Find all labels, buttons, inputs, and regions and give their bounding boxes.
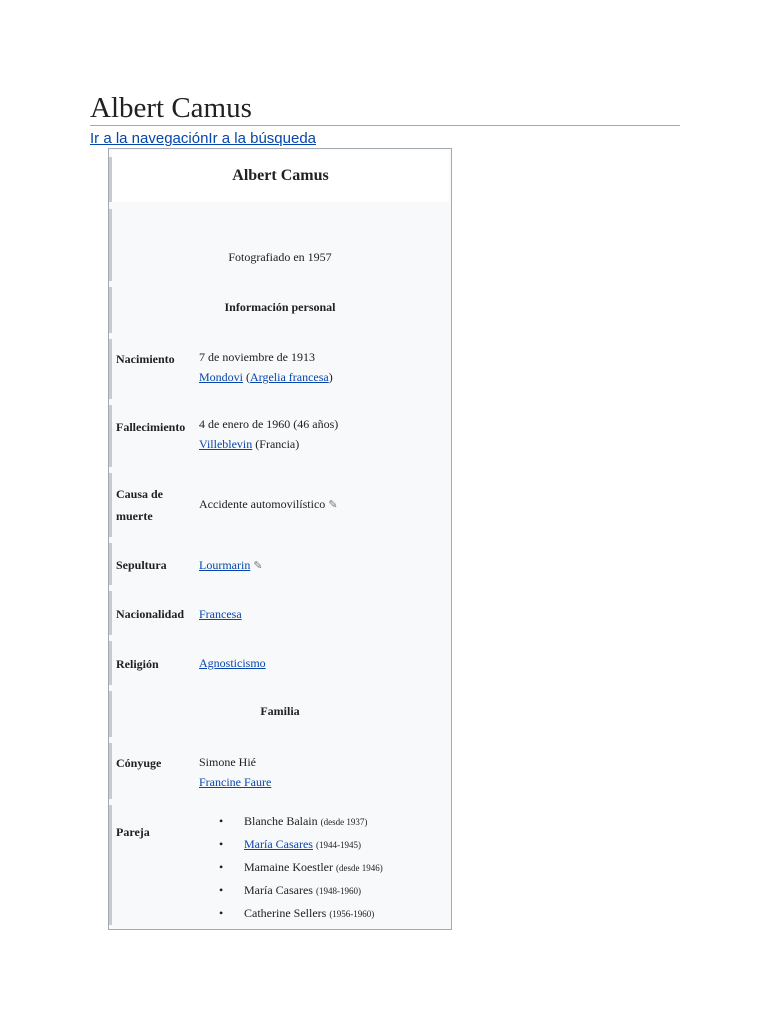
death-date: 4 de enero de 1960 (46 años) <box>199 417 339 431</box>
partner-entry <box>244 903 374 924</box>
bullet-icon: • <box>219 906 224 920</box>
partner-years: (1956-1960) <box>329 909 375 919</box>
spouse-label: Cónyuge <box>116 756 162 770</box>
cell-divider <box>109 405 112 467</box>
burial-link[interactable]: Lourmarin <box>199 558 251 572</box>
cause-label-line2: muerte <box>116 509 153 523</box>
cell-divider <box>109 339 112 399</box>
page-title: Albert Camus <box>90 92 252 124</box>
list-item <box>199 903 449 926</box>
list-item <box>199 880 449 903</box>
death-country: (Francia) <box>252 437 300 451</box>
religion-label: Religión <box>116 657 159 671</box>
partner-entry <box>244 880 361 901</box>
cause-label <box>116 483 198 527</box>
jump-links <box>90 130 316 148</box>
religion-value <box>199 653 266 673</box>
infobox-title: Albert Camus <box>232 167 329 184</box>
partner-name-link[interactable]: María Casares <box>244 837 313 851</box>
bullet-icon: • <box>219 837 224 851</box>
partner-years: (desde 1937) <box>320 817 368 827</box>
partner-years: (desde 1946) <box>335 863 383 873</box>
partner-years: (1944-1945) <box>315 840 361 850</box>
partner-list <box>199 811 449 926</box>
pencil-icon[interactable]: ✎ <box>328 499 338 511</box>
birth-paren-open: ( <box>243 370 251 384</box>
birth-date: 7 de noviembre de 1913 <box>199 350 315 364</box>
cell-divider <box>109 805 112 925</box>
partner-entry <box>244 834 361 855</box>
death-label: Fallecimiento <box>116 420 186 434</box>
birth-place-link[interactable]: Mondovi <box>199 370 244 384</box>
nationality-value <box>199 604 242 624</box>
jump-to-navigation-link[interactable]: Ir a la navegación <box>90 130 209 147</box>
cell-divider <box>109 543 112 585</box>
infobox <box>108 148 452 930</box>
burial-value <box>199 555 263 576</box>
bullet-icon: • <box>219 860 224 874</box>
partner-name: Mamaine Koestler <box>244 860 333 874</box>
bullet-icon: • <box>219 814 224 828</box>
partner-name: Blanche Balain <box>244 814 318 828</box>
pencil-icon[interactable]: ✎ <box>253 560 263 572</box>
image-caption: Fotografiado en 1957 <box>228 250 332 264</box>
death-place-link[interactable]: Villeblevin <box>199 437 253 451</box>
cause-label-line1: Causa de <box>116 487 164 501</box>
bullet-icon: • <box>219 883 224 897</box>
birth-paren-close: ) <box>328 370 333 384</box>
partner-name: María Casares <box>244 883 313 897</box>
cause-text: Accidente automovilístico <box>199 497 326 511</box>
death-value <box>199 414 338 454</box>
cell-divider <box>109 209 112 281</box>
burial-label: Sepultura <box>116 558 167 572</box>
cell-divider <box>109 743 112 799</box>
list-item <box>199 834 449 857</box>
section-header-family: Familia <box>260 704 300 718</box>
birth-region-link[interactable]: Argelia francesa <box>250 370 329 384</box>
cell-divider <box>109 473 112 537</box>
list-item <box>199 811 449 834</box>
spouse-value <box>199 752 271 792</box>
list-item <box>199 857 449 880</box>
nationality-link[interactable]: Francesa <box>199 607 242 621</box>
infobox-header <box>112 150 449 202</box>
cause-value <box>199 494 338 515</box>
partner-years: (1948-1960) <box>315 886 361 896</box>
birth-label: Nacimiento <box>116 352 175 366</box>
jump-to-search-link[interactable]: Ir a la búsqueda <box>208 130 316 147</box>
cell-divider <box>109 591 112 635</box>
cell-divider <box>109 641 112 685</box>
religion-link[interactable]: Agnosticismo <box>199 656 266 670</box>
partner-name: Catherine Sellers <box>244 906 327 920</box>
title-divider <box>90 125 680 126</box>
partner-entry <box>244 811 367 832</box>
section-header-personal: Información personal <box>224 300 336 314</box>
spouse-name-1: Simone Hié <box>199 755 256 769</box>
partner-entry <box>244 857 383 878</box>
birth-value <box>199 347 333 387</box>
partner-label: Pareja <box>116 825 150 839</box>
nationality-label: Nacionalidad <box>116 607 185 621</box>
spouse-link-2[interactable]: Francine Faure <box>199 775 272 789</box>
